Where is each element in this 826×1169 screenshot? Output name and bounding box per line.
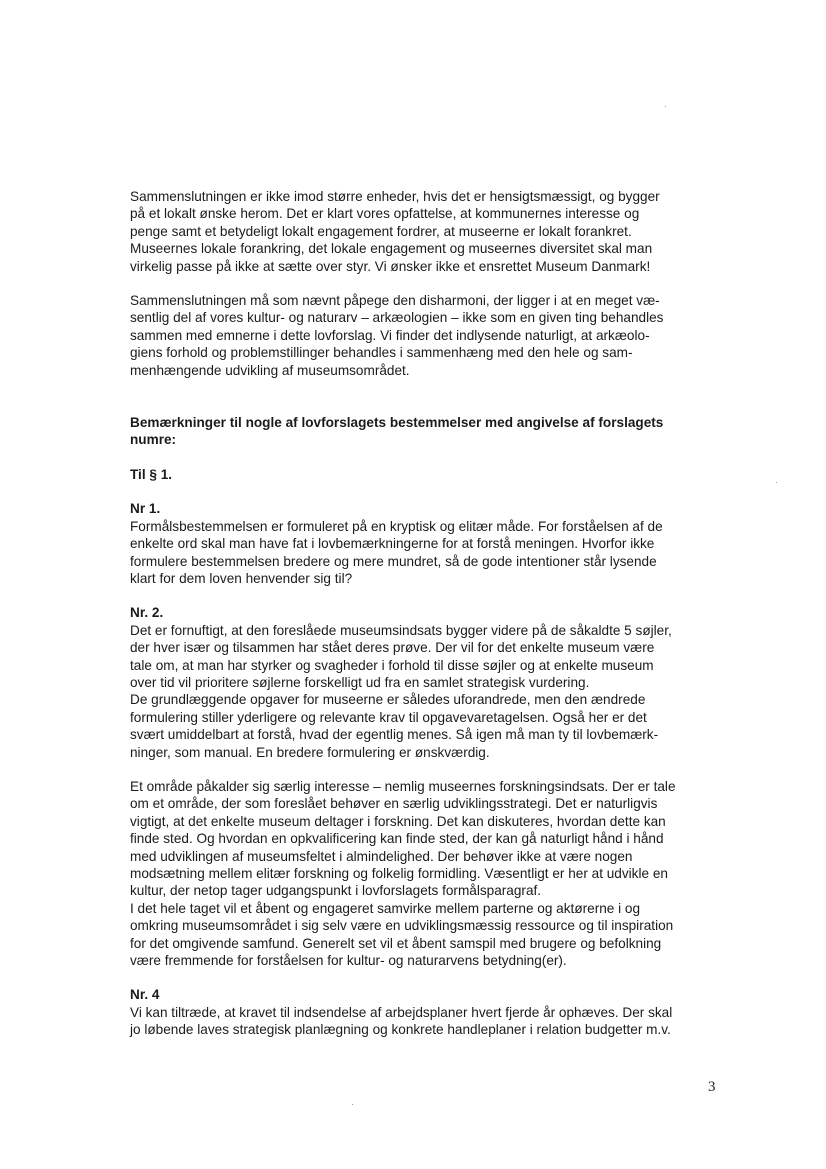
nr4-heading: Nr. 4 <box>130 987 160 1003</box>
text-line: sentlig del af vores kultur- og naturarv – arkæologien – ikke som en given ting behandles <box>130 310 664 326</box>
text-line: Sammenslutningen må som nævnt påpege den disharmoni, der ligger i at en meget væ- <box>130 293 660 309</box>
nr4-section <box>130 986 730 1038</box>
text-line: De grundlæggende opgaver for museerne er således uforandrede, men den ændrede <box>130 692 646 708</box>
text-line: Vi kan tiltræde, at kravet til indsendelse af arbejdsplaner hvert fjerde år ophæves. Der skal <box>130 1004 673 1020</box>
text-line: I det hele taget vil et åbent og engageret samvirke mellem parterne og aktørerne i og <box>130 900 641 916</box>
text-line: finde sted. Og hvordan en opkvalificering kan finde sted, der kan gå naturligt hånd i hånd <box>130 831 664 847</box>
text-line: være fremmende for forståelsen for kultur- og naturarvens betydning(er). <box>130 953 567 969</box>
text-line: modsætning mellem elitær forskning og folkelig formidling. Væsentligt er her at udvikle en <box>130 866 668 881</box>
text-line: svært umiddelbart at forstå, hvad der egentlig menes. Så igen må man ty til lovbemærk- <box>130 727 659 743</box>
nr2-section <box>130 604 730 969</box>
text-line: omkring museumsområdet i sig selv være en udviklingsmæssig ressource og til inspiration <box>130 918 674 934</box>
text-line: enkelte ord skal man have fat i lovbemærkningerne for at forstå meningen. Hvorfor ikke <box>130 536 655 552</box>
document-body <box>130 188 730 1039</box>
scan-speck <box>665 106 666 107</box>
text-line: Et område påkalder sig særlig interesse – nemlig museernes forskningsindsats. Der er tale <box>130 778 676 794</box>
text-line: for det omgivende samfund. Generelt set vil et åbent samspil med brugere og befolkning <box>130 935 662 951</box>
text-line: Formålsbestemmelsen er formuleret på en kryptisk og elitær måde. For forståelsen af de <box>130 518 663 534</box>
text-line: der hver især og tilsammen har stået deres prøve. Der vil for det enkelte museum være <box>130 640 655 656</box>
heading-line: numre: <box>130 432 177 448</box>
text-line: klart for dem loven henvender sig til? <box>130 570 353 586</box>
text-line: formulere bestemmelsen bredere og mere mundret, så de gode intentioner står lysende <box>130 553 657 569</box>
text-line: giens forhold og problemstillinger behandles i sammenhæng med den hele og sam- <box>130 345 633 361</box>
nr2-heading: Nr. 2. <box>130 605 164 621</box>
text-line: sammen med emnerne i dette lovforslag. Vi finder det indlysende naturligt, at arkæolo- <box>130 327 650 343</box>
text-line: om et område, der som foreslået behøver en særlig udviklingsstrategi. Det er naturligvis <box>130 796 658 812</box>
text-line: over tid vil prioritere søjlerne forskelligt ud fra en samlet strategisk vurdering. <box>130 674 590 690</box>
nr1-section <box>130 500 730 587</box>
section-heading <box>130 414 730 449</box>
paragraph-heading: Til § 1. <box>130 466 173 482</box>
text-line: virkelig passe på ikke at sætte over styr. Vi ønsker ikke et ensrettet Museum Danmark! <box>130 258 651 274</box>
text-line: Det er fornuftigt, at den foreslåede museumsindsats bygger videre på de såkaldte 5 søjler, <box>130 622 672 638</box>
text-line: menhængende udvikling af museumsområdet. <box>130 362 410 378</box>
scan-speck <box>352 1104 353 1105</box>
heading-line: Bemærkninger til nogle af lovforslagets bestemmelser med angivelse af forslagets <box>130 415 664 431</box>
text-line: jo løbende laves strategisk planlægning og konkrete handleplaner i relation budgetter m.v. <box>130 1022 671 1038</box>
text-line: kultur, der netop tager udgangspunkt i lovforslagets formålsparagraf. <box>130 883 542 899</box>
text-line: Museernes lokale forankring, det lokale engagement og museernes diversitet skal man <box>130 241 653 257</box>
scan-speck <box>776 482 777 483</box>
text-line: vigtigt, at det enkelte museum deltager i forskning. Det kan diskuteres, hvordan dette kan <box>130 813 666 829</box>
paragraph-2 <box>130 292 730 379</box>
paragraph-1 <box>130 188 730 275</box>
text-line: med udviklingen af museumsfeltet i almindelighed. Der behøver ikke at være nogen <box>130 848 633 864</box>
nr1-heading: Nr 1. <box>130 501 161 517</box>
text-line: på et lokalt ønske herom. Det er klart vores opfattelse, at kommunernes interesse og <box>130 206 640 222</box>
text-line: tale om, at man har styrker og svagheder i forhold til disse søjler og at enkelte museum <box>130 657 654 673</box>
text-line: ninger, som manual. En bredere formulering er ønskværdig. <box>130 744 490 760</box>
text-line: penge samt et betydeligt lokalt engagement fordrer, at museerne er lokalt forankret. <box>130 223 632 239</box>
text-line: formulering stiller yderligere og relevante krav til opgavevaretagelsen. Også her er det <box>130 709 647 725</box>
page-number: 3 <box>708 1079 716 1095</box>
text-line: Sammenslutningen er ikke imod større enheder, hvis det er hensigtsmæssigt, og bygger <box>130 189 660 204</box>
